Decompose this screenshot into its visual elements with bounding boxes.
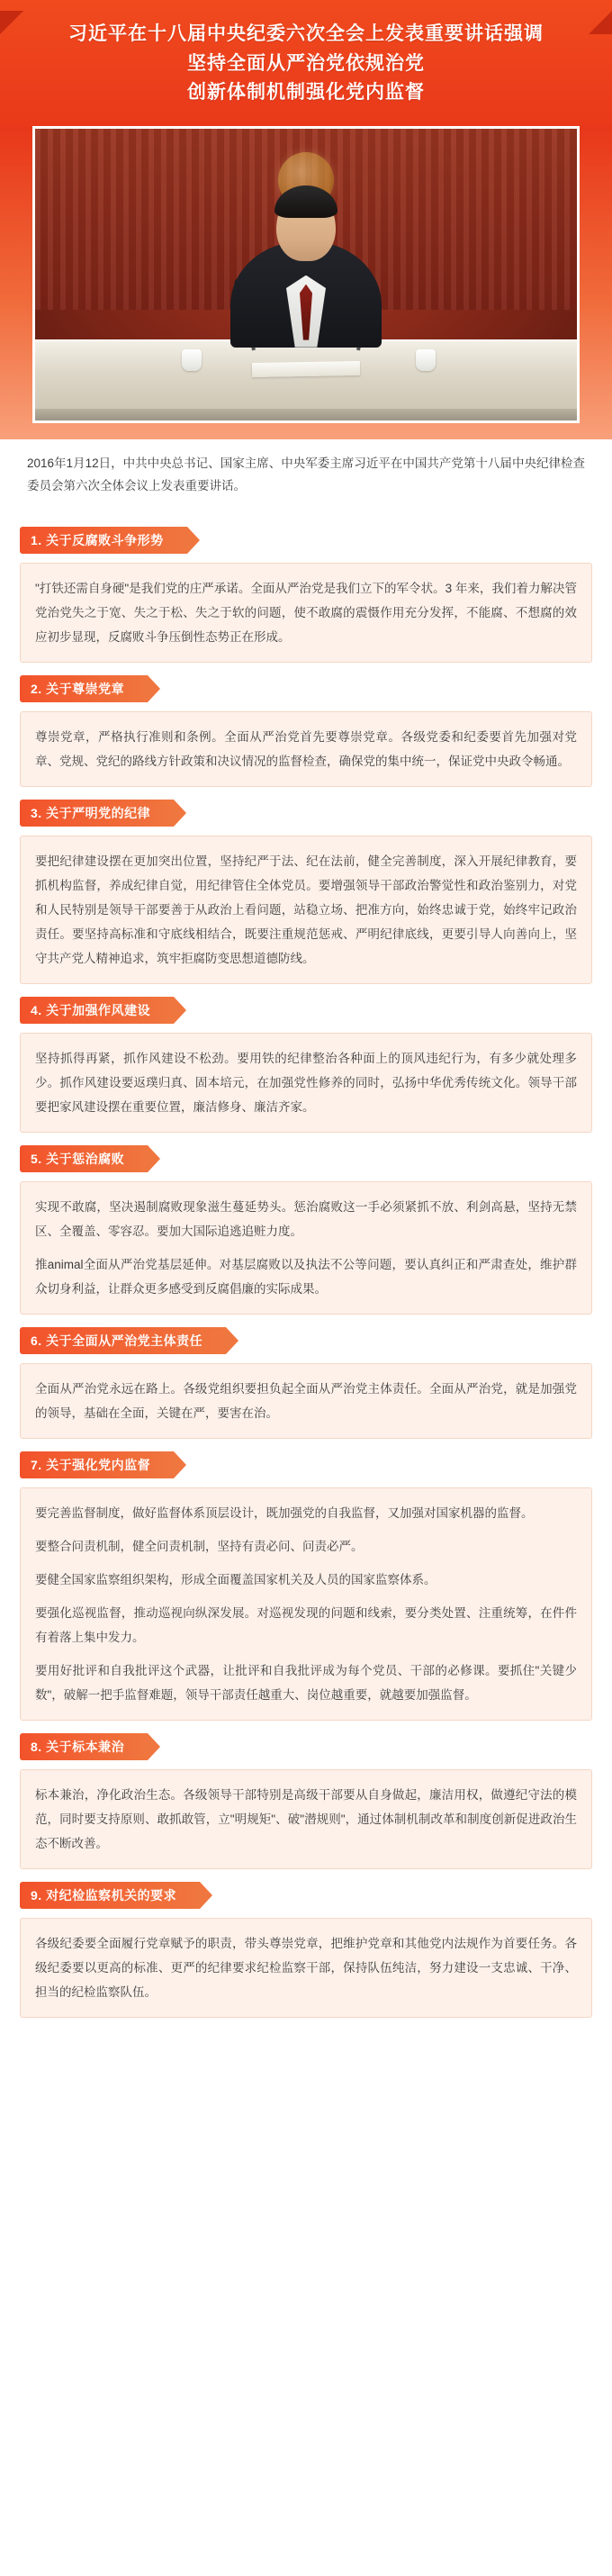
section-header-3 <box>20 800 592 827</box>
section-body-9 <box>20 1918 592 2018</box>
section-title-7: 关于强化党内监督 <box>46 1457 151 1472</box>
section-title-bar-3 <box>20 800 174 827</box>
section-paragraph: 要完善监督制度，做好监督体系顶层设计，既加强党的自我监督，又加强对国家机器的监督。 <box>35 1505 534 1520</box>
section-title-2: 关于尊崇党章 <box>46 681 125 696</box>
page-header <box>0 0 612 139</box>
section-number-2: 2. <box>31 681 42 696</box>
sections-container <box>0 527 612 2018</box>
section-number-5: 5. <box>31 1151 42 1166</box>
section-title-1: 关于反腐败斗争形势 <box>46 532 164 547</box>
section-title-4: 关于加强作风建设 <box>46 1002 151 1017</box>
section-paragraph: 尊崇党章，严格执行准则和条例。全面从严治党首先要尊崇党章。各级党委和纪委要首先加强对党章、党规、党纪的路线方针政策和决议情况的监督检查，确保党的集中统一，保证党中央政令畅通。 <box>35 729 577 768</box>
photo-caption: 2016年1月12日，中共中央总书记、国家主席、中央军委主席习近平在中国共产党第十八届中央纪律检查委员会第六次全体会议上发表重要讲话。 <box>0 439 612 514</box>
section-title-bar-7 <box>20 1451 174 1478</box>
section-paragraph: 要强化巡视监督，推动巡视向纵深发展。对巡视发现的问题和线索，要分类处置、注重统筹，在件件有着落上集中发力。 <box>35 1605 577 1644</box>
section-body-2 <box>20 711 592 787</box>
section-title-bar-2 <box>20 675 148 702</box>
section-title-bar-8 <box>20 1733 148 1760</box>
section-body-6 <box>20 1363 592 1439</box>
ribbon-left-decoration <box>0 11 23 34</box>
section-header-9 <box>20 1882 592 1909</box>
section-number-3: 3. <box>31 805 42 820</box>
section-paragraph: 要整合问责机制，健全问责机制，坚持有责必问、问责必严。 <box>35 1539 364 1553</box>
section-paragraph: 全面从严治党永远在路上。各级党组织要担负起全面从严治党主体责任。全面从严治党，就是加强党的领导，基础在全面，关键在严，要害在治。 <box>35 1381 577 1420</box>
section-header-5 <box>20 1145 592 1172</box>
xi-jinping-speech-photo <box>32 126 580 423</box>
section-body-5 <box>20 1181 592 1315</box>
photo-container <box>0 126 612 439</box>
section-paragraph: 要健全国家监察组织架构，形成全面覆盖国家机关及人员的国家监察体系。 <box>35 1572 436 1586</box>
section-number-1: 1. <box>31 532 42 547</box>
ribbon-right-decoration <box>589 11 612 34</box>
section-header-7 <box>20 1451 592 1478</box>
section-header-6 <box>20 1327 592 1354</box>
section-number-9: 9. <box>31 1887 42 1903</box>
section-title-6: 关于全面从严治党主体责任 <box>46 1333 203 1348</box>
section-header-4 <box>20 997 592 1024</box>
section-header-1 <box>20 527 592 554</box>
photo-teacup-left <box>182 349 202 371</box>
section-number-6: 6. <box>31 1333 42 1348</box>
section-paragraph: 推animal全面从严治党基层延伸。对基层腐败以及执法不公等问题，要认真纠正和严肃查处，维护群众切身利益，让群众更多感受到反腐倡廉的实际成果。 <box>35 1257 577 1296</box>
section-title-bar-1 <box>20 527 187 554</box>
section-paragraph: 实现不敢腐，坚决遏制腐败现象滋生蔓延势头。惩治腐败这一手必须紧抓不放、利剑高悬，坚持无禁区、全覆盖、零容忍。要加大国际追逃追赃力度。 <box>35 1199 577 1238</box>
section-body-7 <box>20 1487 592 1721</box>
photo-speaker-figure <box>230 189 382 348</box>
header-title-line-3: 创新体制机制强化党内监督 <box>187 82 425 104</box>
section-title-5: 关于惩治腐败 <box>46 1151 125 1166</box>
section-header-2 <box>20 675 592 702</box>
section-title-bar-9 <box>20 1882 200 1909</box>
section-body-1 <box>20 563 592 663</box>
section-number-8: 8. <box>31 1739 42 1754</box>
section-paragraph: 标本兼治，净化政治生态。各级领导干部特别是高级干部要从自身做起，廉洁用权，做遵纪守法的模范，同时要支持原则、敢抓敢管，立"明规矩"、破"潜规则"，通过体制机制改革和制度创新促进政治生态不断改善。 <box>35 1787 577 1850</box>
footer-spacer <box>0 2018 612 2034</box>
section-body-8 <box>20 1769 592 1869</box>
section-paragraph: 坚持抓得再紧，抓作风建设不松劲。要用铁的纪律整治各种面上的顶风违纪行为，有多少就处理多少。抓作风建设要返璞归真、固本培元，在加强党性修养的同时，弘扬中华优秀传统文化。领导干部要把家风建设摆在重要位置，廉洁修身、廉洁齐家。 <box>35 1051 577 1114</box>
section-paragraph: 要用好批评和自我批评这个武器，让批评和自我批评成为每个党员、干部的必修课。要抓住"关键少数"，破解一把手监督难题，领导干部责任越重大、岗位越重要，就越要加强监督。 <box>35 1663 577 1702</box>
photo-teacup-right <box>416 349 436 371</box>
section-number-7: 7. <box>31 1457 42 1472</box>
section-number-4: 4. <box>31 1002 42 1017</box>
section-title-8: 关于标本兼治 <box>46 1739 125 1754</box>
section-title-9: 对纪检监察机关的要求 <box>46 1887 177 1903</box>
section-title-3: 关于严明党的纪律 <box>46 805 151 820</box>
header-title-line-2: 坚持全面从严治党依规治党 <box>187 52 425 74</box>
section-paragraph: "打铁还需自身硬"是我们党的庄严承诺。全面从严治党是我们立下的军令状。3 年来，我们着力解决管党治党失之于宽、失之于松、失之于软的问题，使不敢腐的震慑作用充分发挥，不能腐、不想腐的效应初步显现，反腐败斗争压倒性态势正在形成。 <box>35 581 577 644</box>
section-header-8 <box>20 1733 592 1760</box>
section-body-4 <box>20 1033 592 1133</box>
header-title-line-1: 习近平在十八届中央纪委六次全会上发表重要讲话强调 <box>68 23 544 44</box>
photo-table <box>35 339 577 420</box>
photo-documents <box>252 361 360 377</box>
photo-hair <box>274 185 338 218</box>
photo-tablecloth <box>35 409 577 420</box>
section-body-3 <box>20 836 592 984</box>
section-paragraph: 各级纪委要全面履行党章赋予的职责，带头尊崇党章，把维护党章和其他党内法规作为首要任务。各级纪委要以更高的标准、更严的纪律要求纪检监察干部，保持队伍纯洁，努力建设一支忠诚、干净、担当的纪检监察队伍。 <box>35 1936 577 1999</box>
section-paragraph: 要把纪律建设摆在更加突出位置，坚持纪严于法、纪在法前，健全完善制度，深入开展纪律教育，要抓机构监督，养成纪律自觉，用纪律管住全体党员。要增强领导干部政治警觉性和政治鉴别力，对党和人民特别是领导干部要善于从政治上看问题，站稳立场、把准方向，始终忠诚于党，始终牢记政治责任。要坚持高标准和守底线相结合，既要注重规范惩戒、严明纪律底线，更要引导人向善向上，坚守共产党人精神追求，筑牢拒腐防变思想道德防线。 <box>35 854 577 965</box>
section-title-bar-6 <box>20 1327 226 1354</box>
section-title-bar-4 <box>20 997 174 1024</box>
section-title-bar-5 <box>20 1145 148 1172</box>
